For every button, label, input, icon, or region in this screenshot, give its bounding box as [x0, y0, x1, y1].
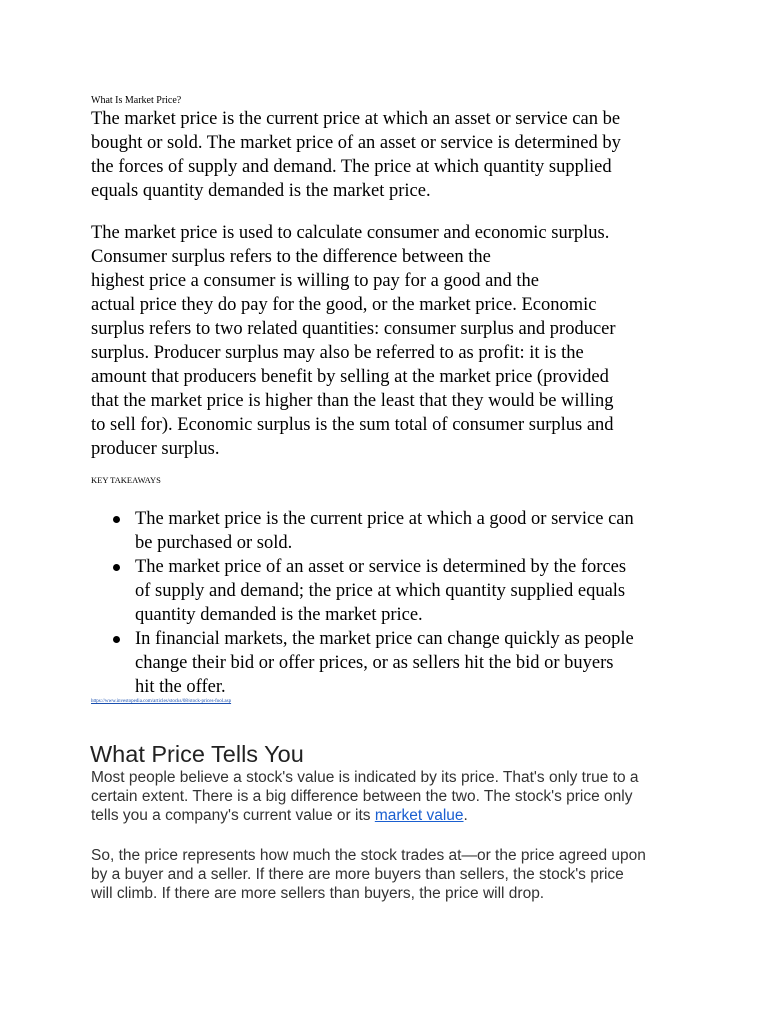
paragraph-line: surplus. Producer surplus may also be referred to as profit: it is the	[91, 343, 584, 363]
paragraph-line: The market price is the current price at which an asset or service can be	[91, 109, 621, 129]
paragraph-line: surplus refers to two related quantities: consumer surplus and producer	[91, 319, 616, 339]
paragraph-line: the forces of supply and demand. The price at which quantity supplied	[91, 157, 612, 177]
list-item	[91, 627, 634, 699]
list-item	[91, 555, 634, 627]
paragraph-price-value	[91, 768, 639, 825]
list-item-line: The market price of an asset or service is determined by the forces	[135, 557, 627, 577]
paragraph-line: will climb. If there are more sellers than buyers, the price will drop.	[91, 885, 545, 902]
list-item-line: The market price is the current price at which a good or service can	[135, 509, 634, 529]
bullet-icon	[113, 636, 120, 643]
market-value-link[interactable]: market value	[374, 807, 464, 824]
section-title: What Price Tells You	[90, 741, 304, 767]
bullet-icon	[113, 516, 120, 523]
paragraph-line: certain extent. There is a big difference between the two. The stock's price only	[91, 788, 633, 805]
paragraph-line: by a buyer and a seller. If there are more buyers than sellers, the stock's price	[91, 866, 624, 883]
paragraph-text: tells you a company's current value or its	[91, 807, 375, 824]
paragraph-buyers-sellers	[91, 846, 646, 903]
paragraph-line: actual price they do pay for the good, or the market price. Economic	[91, 295, 597, 315]
paragraph-line: Most people believe a stock's value is indicated by its price. That's only true to a	[91, 769, 639, 786]
list-item-line: of supply and demand; the price at which quantity supplied equals	[135, 581, 626, 601]
paragraph-line: to sell for). Economic surplus is the sum total of consumer surplus and	[91, 415, 614, 435]
paragraph-line: that the market price is higher than the least that they would be willing	[91, 391, 614, 411]
paragraph-line: bought or sold. The market price of an asset or service is determined by	[91, 133, 621, 153]
paragraph-line: The market price is used to calculate consumer and economic surplus.	[91, 223, 610, 243]
small-heading: What Is Market Price?	[91, 95, 182, 106]
paragraph-line: equals quantity demanded is the market price.	[91, 181, 431, 201]
key-takeaways-list	[91, 507, 634, 699]
paragraph-line	[91, 806, 639, 825]
paragraph-surplus	[91, 221, 616, 461]
paragraph-line: amount that producers benefit by selling at the market price (provided	[91, 367, 609, 387]
list-item-line: quantity demanded is the market price.	[135, 605, 423, 625]
paragraph-line: producer surplus.	[91, 439, 220, 459]
paragraph-line: Consumer surplus refers to the difference between the	[91, 247, 491, 267]
list-item-line: change their bid or offer prices, or as sellers hit the bid or buyers	[135, 653, 614, 673]
list-item-line: hit the offer.	[135, 677, 226, 697]
paragraph-line: So, the price represents how much the stock trades at—or the price agreed upon	[91, 847, 646, 864]
paragraph-market-price-definition	[91, 107, 621, 203]
paragraph-text: .	[463, 807, 468, 824]
source-link[interactable]: https://www.investopedia.com/articles/stocks/08/stock-prices-fool.asp	[91, 699, 232, 704]
bullet-icon	[113, 564, 120, 571]
list-item-line: be purchased or sold.	[135, 533, 293, 553]
list-item-line: In financial markets, the market price can change quickly as people	[135, 629, 634, 649]
key-takeaways-label: KEY TAKEAWAYS	[91, 475, 161, 485]
list-item	[91, 507, 634, 555]
paragraph-line: highest price a consumer is willing to pay for a good and the	[91, 271, 540, 291]
